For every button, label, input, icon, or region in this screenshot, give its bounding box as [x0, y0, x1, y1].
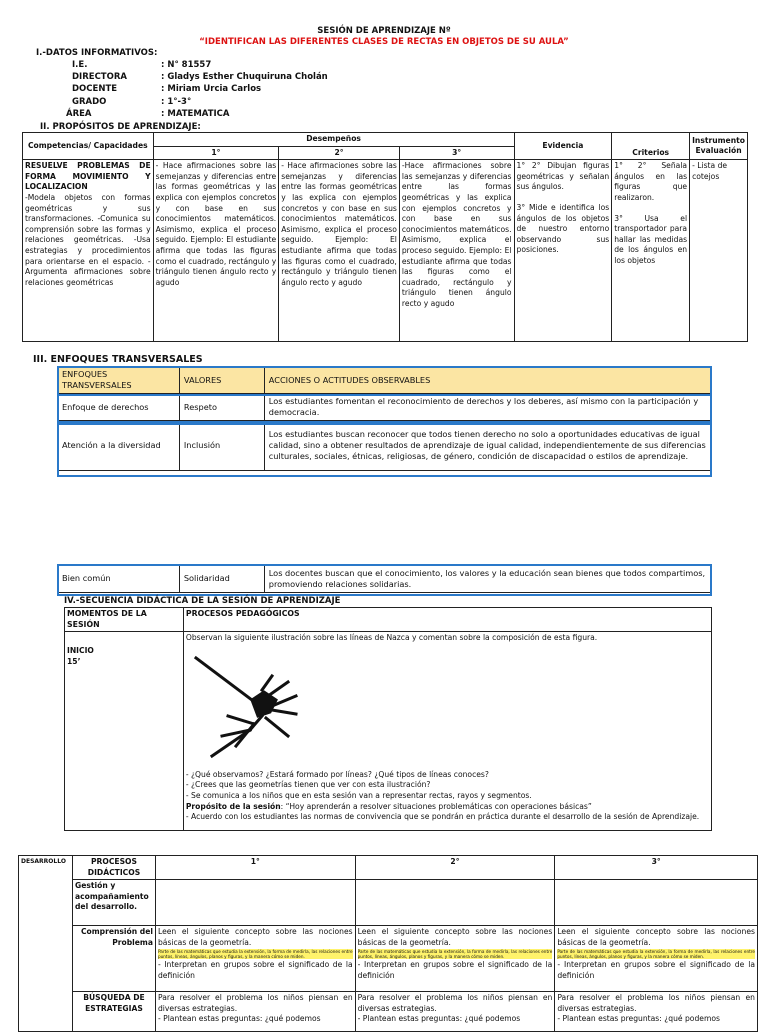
- col-desempenos: Desempeños: [153, 133, 514, 147]
- instrumento-cell: - Lista de cotejos: [690, 160, 748, 342]
- competencia-title: RESUELVE PROBLEMAS DE FORMA MOVIMIENTO Y LOCALIZACION: [25, 161, 151, 192]
- comprension-g1: [155, 926, 355, 992]
- info-value-grado: : 1°-3°: [161, 97, 192, 107]
- row-comprension: Comprensión del Problema: [72, 926, 155, 992]
- col-grado-1: 1°: [153, 146, 279, 160]
- col-evidencia: Evidencia: [514, 133, 612, 160]
- col-grado-2: 2°: [279, 146, 400, 160]
- desempeno-3: -Hace afirmaciones sobre las semejanzas y diferencias entre las formas geométricas y las explica con ejemplos concretos y con base en sus conocimientos matemáticos. Asimismo, explica el proceso seguido. Ejemplo: El estudiante afirma que todas las figuras como el cuadrado, rectángulo y triángulo tienen ángulo recto y agudo: [399, 160, 514, 342]
- enfoque-derechos: Enfoque de derechos: [58, 394, 180, 421]
- comprension-g3-text2: - Interpretan en grupos sobre el significado de la definición: [557, 960, 755, 980]
- enfoque-bien-comun: Bien común: [58, 565, 180, 593]
- busqueda-g3: [555, 992, 758, 1032]
- col-criterios: Criterios: [612, 133, 690, 160]
- accion-diversidad: Los estudiantes buscan reconocer que todos tienen derecho no solo a oportunidades educativas de igual calidad, sino a obtener resultados de aprendizaje de igual calidad, independientemente de sus diferencias culturales, sociales, étnicas, religiosas, de género, condición de discapacidad o estilos de aprendizaje.: [264, 421, 711, 471]
- col-competencias: Competencias/ Capacidades: [23, 133, 154, 160]
- col-acciones: ACCIONES O ACTITUDES OBSERVABLES: [264, 367, 711, 394]
- enfoques-heading: III. ENFOQUES TRANSVERSALES: [33, 354, 203, 365]
- col-grado-3: 3°: [399, 146, 514, 160]
- comprension-g1-text: Leen el siguiente concepto sobre las nociones básicas de la geometría.: [157, 927, 353, 947]
- info-label-grado: GRADO: [72, 97, 107, 107]
- evidencia-cell: [514, 160, 612, 342]
- comprension-g1-text2: - Interpretan en grupos sobre el significado de la definición: [157, 960, 353, 980]
- gestion-g1: [155, 880, 355, 926]
- comprension-g2-highlight: Parte de las matemáticas que estudia la extensión, la forma de medirla, las relaciones entre puntos, líneas, ángulos, planos y figuras, y la manera cómo se miden.: [357, 949, 553, 960]
- gestion-g3: [555, 880, 758, 926]
- inicio-intro: Observan la siguiente ilustración sobre las líneas de Nazca y comentan sobre la composición de esta figura.: [185, 633, 598, 643]
- valor-respeto: Respeto: [179, 394, 264, 421]
- comprension-g3: [555, 926, 758, 992]
- acuerdo-text: - Acuerdo con los estudiantes las normas de convivencia que se pondrán en práctica durante el desarrollo de la sesión de Aprendizaje.: [185, 812, 700, 822]
- comprension-g2-text2: - Interpretan en grupos sobre el significado de la definición: [357, 960, 553, 980]
- inicio-procesos: [183, 632, 711, 831]
- comprension-g1-highlight: Parte de las matemáticas que estudia la extensión, la forma de medirla, las relaciones entre puntos, líneas, ángulos, planos y figuras, y la manera cómo se miden.: [157, 949, 353, 960]
- enfoque-diversidad: Atención a la diversidad: [58, 421, 180, 471]
- competencia-cell: [23, 160, 154, 342]
- proposito-text: : “Hoy aprenderán a resolver situaciones problemáticas con operaciones básicas”: [280, 801, 592, 811]
- inicio-time: 15’: [67, 656, 81, 666]
- col-momentos: MOMENTOS DE LA SESIÓN: [65, 608, 184, 632]
- busqueda-g3-text2: - Plantean estas preguntas: ¿qué podemos: [557, 1014, 720, 1024]
- criterios-text: 1° 2° Señala ángulos en las figuras que realizaron.: [614, 161, 688, 202]
- competencia-body: -Modela objetos con formas geométricas y sus transformaciones. -Comunica su comprensión sobre las formas y relaciones geométricas. -Usa estrategias y procedimientos para orientarse en el espacio. -Argumenta afirmaciones sobre relaciones geométricas: [25, 192, 151, 287]
- col-valores: VALORES: [179, 367, 264, 394]
- col-procesos-pedagogicos: PROCESOS PEDAGÓGICOS: [183, 608, 711, 632]
- row-gestion: Gestión y acompañamiento del desarrollo.: [72, 880, 155, 926]
- enfoques-table-2: [57, 564, 712, 593]
- question-2: - ¿Crees que las geometrías tienen que ver con esta ilustración?: [185, 780, 431, 790]
- col-enfoques: ENFOQUES TRANSVERSALES: [58, 367, 180, 394]
- accion-bien-comun: Los docentes buscan que el conocimiento, los valores y la educación sean bienes que todos compartimos, promoviendo relaciones solidarias.: [264, 565, 711, 593]
- col-procesos-didacticos: PROCESOS DIDÁCTICOS: [72, 856, 155, 880]
- desarrollo-table: [18, 855, 758, 1032]
- desarrollo-col-grado-3: 3°: [555, 856, 758, 880]
- comprension-g3-text: Leen el siguiente concepto sobre las nociones básicas de la geometría.: [557, 927, 755, 947]
- busqueda-g1: [155, 992, 355, 1032]
- propositos-heading: II. PROPÓSITOS DE APRENDIZAJE:: [40, 122, 201, 132]
- row-busqueda: BÚSQUEDA DE ESTRATEGIAS: [72, 992, 155, 1032]
- session-subtitle: “IDENTIFICAN LAS DIFERENTES CLASES DE RECTAS EN OBJETOS DE SU AULA”: [199, 37, 569, 47]
- criterios-text-2: 3° Usa el transportador para hallar las medidas de los ángulos en los objetos: [614, 213, 688, 265]
- info-label-area: ÁREA: [66, 109, 92, 119]
- info-value-ie: : N° 81557: [161, 60, 212, 70]
- session-title: SESIÓN DE APRENDIZAJE Nº: [317, 26, 451, 36]
- desempeno-2: - Hace afirmaciones sobre las semejanzas y diferencias entre las formas geométricas y las explica con ejemplos concretos y con base en sus conocimientos matemáticos. Asimismo, explica el proceso seguido. Ejemplo: El estudiante afirma que todas las figuras como el cuadrado, rectángulo y triángulo tienen ángulo recto y agudo: [279, 160, 400, 342]
- col-instrumento: Instrumento Evaluación: [690, 133, 748, 160]
- inicio-cell: [65, 632, 184, 831]
- secuencia-table: [64, 607, 712, 831]
- desarrollo-label: DESARROLLO: [19, 856, 73, 1032]
- proposito-line: [186, 802, 709, 813]
- info-label-docente: DOCENTE: [72, 84, 118, 94]
- secuencia-heading: IV.-SECUENCIA DIDÁCTICA DE LA SESIÓN DE APRENDIZAJE: [64, 596, 341, 606]
- busqueda-g2-text2: - Plantean estas preguntas: ¿qué podemos: [357, 1014, 521, 1024]
- question-1: - ¿Qué observamos? ¿Estará formado por líneas? ¿Qué tipos de líneas conoces?: [185, 769, 489, 779]
- busqueda-g1-text2: - Plantean estas preguntas: ¿qué podemos: [157, 1014, 321, 1024]
- comprension-g2-text: Leen el siguiente concepto sobre las nociones básicas de la geometría.: [357, 927, 553, 947]
- datos-heading: I.-DATOS INFORMATIVOS:: [36, 48, 158, 58]
- evidencia-text-2: 3° Mide e identifica los ángulos de los objetos de nuestro entorno observando sus posiciones.: [516, 202, 610, 255]
- info-value-docente: : Miriam Urcia Carlos: [161, 84, 262, 94]
- gestion-g2: [355, 880, 555, 926]
- criterios-cell: [612, 160, 690, 342]
- busqueda-g2-text: Para resolver el problema los niños piensan en diversas estrategias.: [357, 993, 553, 1013]
- question-3: - Se comunica a los niños que en esta sesión van a representar rectas, rayos y segmentos.: [185, 790, 532, 800]
- valor-inclusion: Inclusión: [179, 421, 264, 471]
- nazca-hummingbird-illustration: [192, 652, 302, 762]
- desarrollo-col-grado-1: 1°: [155, 856, 355, 880]
- desempeno-1: - Hace afirmaciones sobre las semejanzas y diferencias entre las formas geométricas y las explica con ejemplos concretos y con base en sus conocimientos matemáticos. Asimismo, explica el proceso seguido. Ejemplo: El estudiante afirma que todas las figuras como el cuadrado, rectángulo y triángulo tienen ángulo recto y agudo: [153, 160, 279, 342]
- info-label-ie: I.E.: [72, 60, 88, 70]
- inicio-label: INICIO: [67, 646, 94, 656]
- enfoques-table: [57, 366, 712, 471]
- info-label-directora: DIRECTORA: [72, 72, 127, 82]
- accion-derechos: Los estudiantes fomentan el reconocimiento de derechos y los deberes, así mismo con la participación y democracia.: [264, 394, 711, 421]
- valor-solidaridad: Solidaridad: [179, 565, 264, 593]
- desarrollo-col-grado-2: 2°: [355, 856, 555, 880]
- comprension-g2: [355, 926, 555, 992]
- comprension-g3-highlight: Parte de las matemáticas que estudia la extensión, la forma de medirla, las relaciones entre puntos, líneas, ángulos, planos y figuras, y la manera cómo se miden.: [557, 949, 755, 960]
- busqueda-g1-text: Para resolver el problema los niños piensan en diversas estrategias.: [157, 993, 353, 1013]
- info-value-area: : MATEMATICA: [161, 109, 230, 119]
- busqueda-g2: [355, 992, 555, 1032]
- info-value-directora: : Gladys Esther Chuquiruna Cholán: [161, 72, 328, 82]
- proposito-label: Propósito de la sesión: [185, 801, 281, 811]
- propositos-table: [22, 132, 748, 342]
- busqueda-g3-text: Para resolver el problema los niños piensan en diversas estrategias.: [557, 993, 755, 1013]
- evidencia-text: 1° 2° Dibujan figuras geométricas y señalan sus ángulos.: [516, 161, 610, 192]
